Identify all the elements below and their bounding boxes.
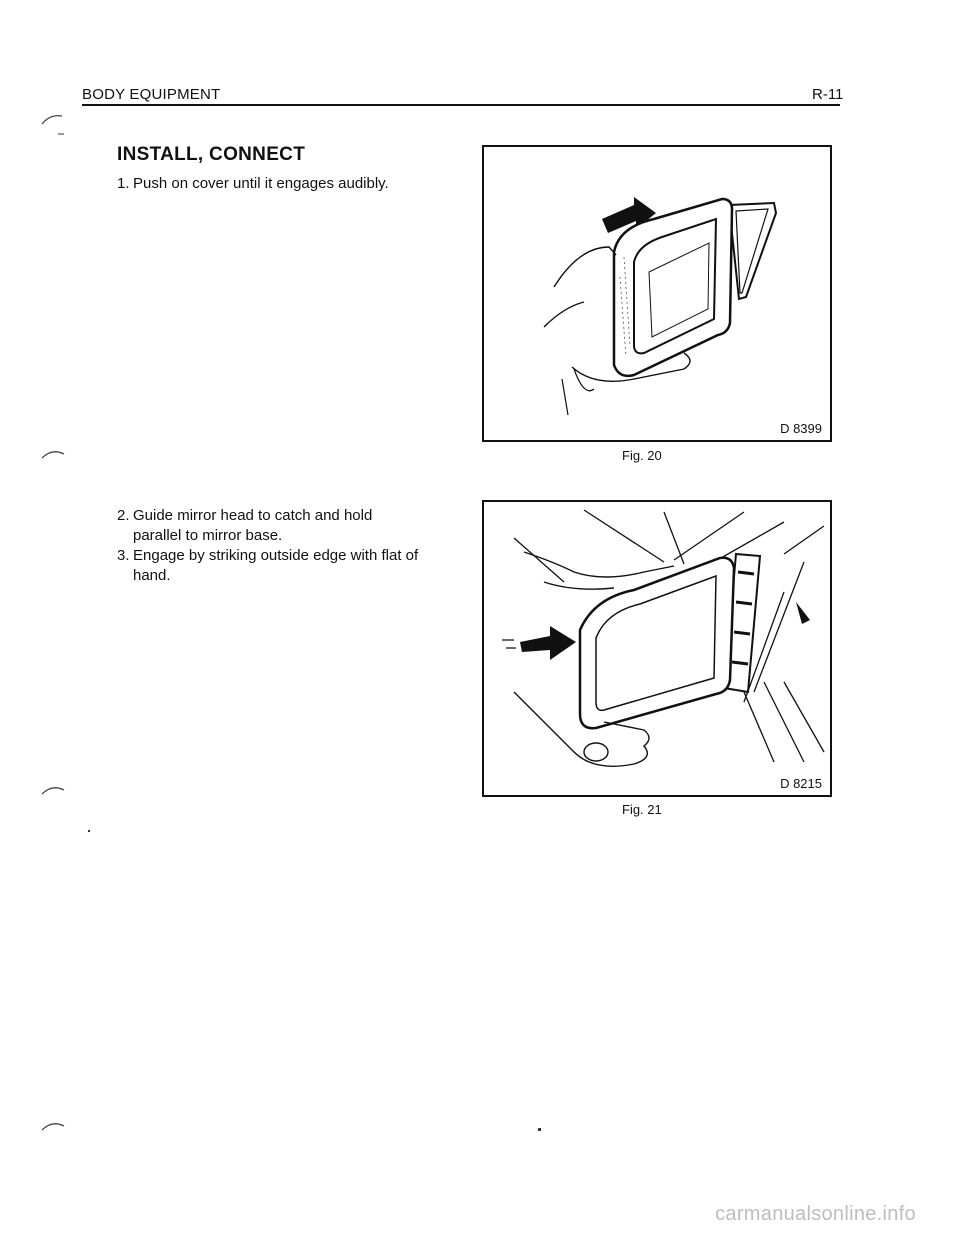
figure-code: D 8399 xyxy=(780,421,822,436)
margin-mark-3 xyxy=(40,782,70,800)
speck xyxy=(88,830,90,832)
step-3 xyxy=(117,546,427,586)
margin-mark-1 xyxy=(40,110,70,138)
mirror-cover-illustration xyxy=(484,147,830,440)
step-text: Engage by striking outside edge with flat of hand. xyxy=(133,547,419,584)
figure-caption: Fig. 20 xyxy=(622,448,662,463)
step-text: Guide mirror head to catch and hold parallel to mirror base. xyxy=(133,507,373,544)
page-number: R-11 xyxy=(812,86,844,103)
step-number: 3. xyxy=(117,547,130,564)
figure-code: D 8215 xyxy=(780,776,822,791)
header-rule xyxy=(82,104,840,106)
figure-caption: Fig. 21 xyxy=(622,802,662,817)
step-number: 1. xyxy=(117,175,130,192)
margin-mark-4 xyxy=(40,1118,70,1136)
speck xyxy=(538,1128,541,1131)
figure-21 xyxy=(482,500,832,797)
section-heading: INSTALL, CONNECT xyxy=(117,144,306,165)
mirror-head-illustration xyxy=(484,502,830,795)
step-2 xyxy=(117,506,417,546)
step-text: Push on cover until it engages audibly. xyxy=(133,175,389,192)
direction-arrow-icon xyxy=(520,626,576,660)
figure-20 xyxy=(482,145,832,442)
margin-mark-2 xyxy=(40,446,70,464)
clip-icon xyxy=(796,602,810,624)
step-1 xyxy=(117,174,437,194)
step-number: 2. xyxy=(117,507,130,524)
section-header: BODY EQUIPMENT xyxy=(82,86,221,103)
site-watermark: carmanualsonline.info xyxy=(715,1203,916,1225)
